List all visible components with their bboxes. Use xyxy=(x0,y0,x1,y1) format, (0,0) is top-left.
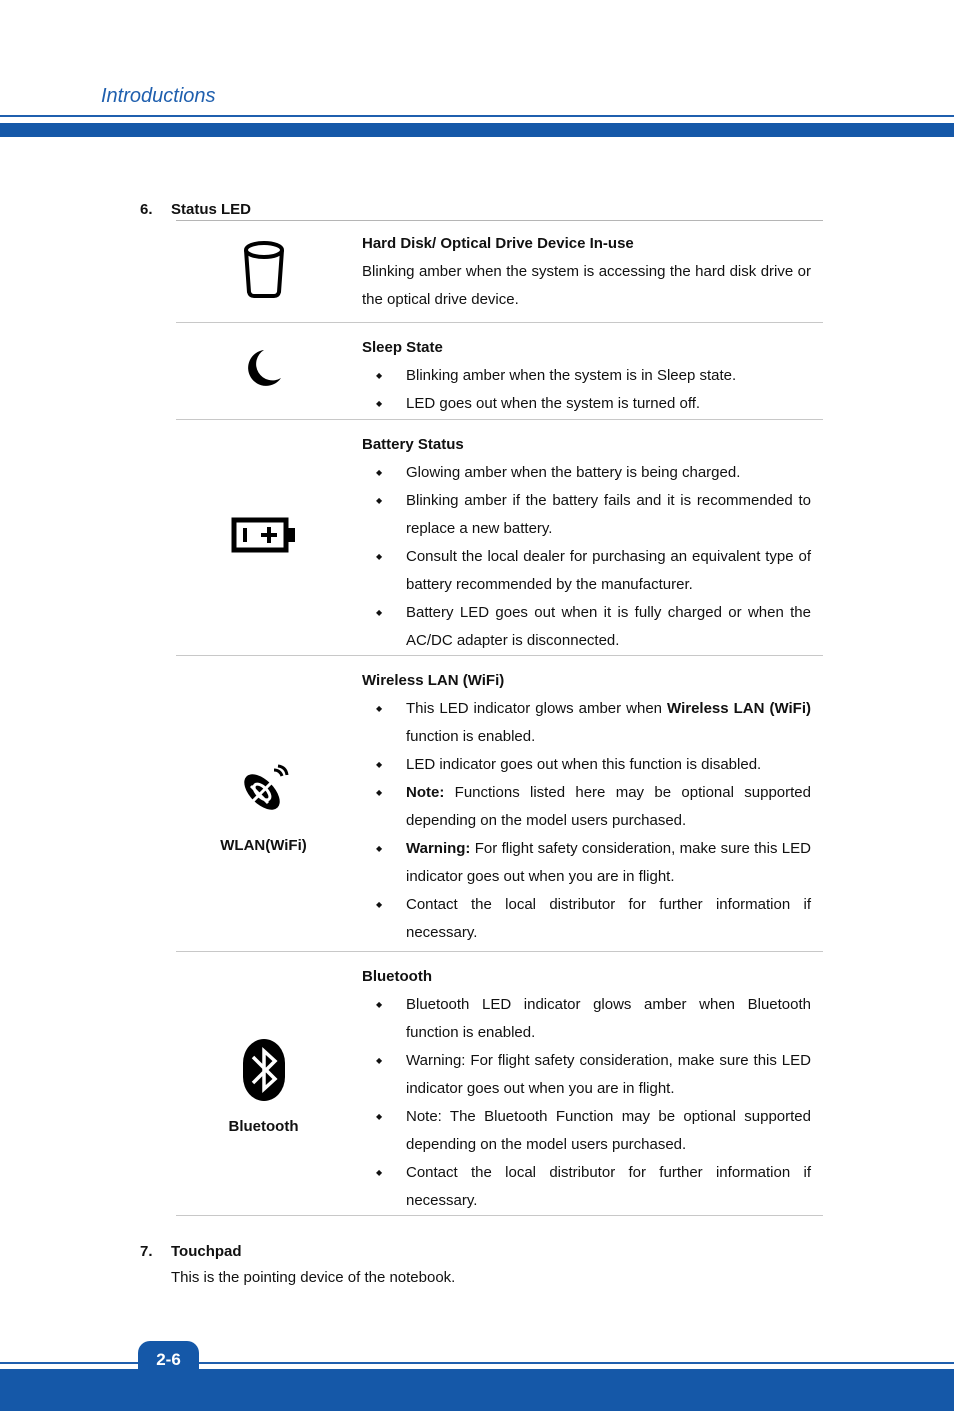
led-text-cell xyxy=(362,431,811,655)
led-text-cell xyxy=(362,230,811,314)
bullet-text: For flight safety consideration, make sure this LED indicator goes out when you are in flight. xyxy=(406,840,811,885)
led-icon-cell xyxy=(176,322,351,419)
touchpad-number: 7. xyxy=(140,1243,153,1260)
led-item-description: Blinking amber when the system is accessing the hard disk drive or the optical drive device. xyxy=(362,263,811,308)
header-divider-line xyxy=(0,115,954,117)
led-row-sleep-state xyxy=(176,322,823,420)
list-item xyxy=(362,695,811,751)
page-number: 2-6 xyxy=(156,1350,181,1369)
led-text-cell xyxy=(362,667,811,947)
led-row-hard-disk xyxy=(176,221,823,323)
bullet-text: This LED indicator glows amber when xyxy=(406,700,668,717)
led-icon-cell xyxy=(176,655,351,951)
bluetooth-icon-caption: Bluetooth xyxy=(228,1118,299,1135)
led-row-bluetooth xyxy=(176,951,823,1216)
list-item: ◆ Contact the local distributor for further information if necessary. xyxy=(362,1159,811,1215)
list-item: ◆ LED goes out when the system is turned off. xyxy=(362,390,811,418)
led-text-cell xyxy=(362,334,811,418)
warning-label: Warning: xyxy=(406,840,471,857)
touchpad-heading xyxy=(140,1243,242,1260)
sleep-moon-icon xyxy=(244,347,284,394)
bullet-text: Functions listed here may be optional supported depending on the model users purchased. xyxy=(406,784,811,829)
list-item: ◆ Battery LED goes out when it is fully charged or when the AC/DC adapter is disconnected. xyxy=(362,599,811,655)
hard-disk-icon xyxy=(241,238,287,305)
led-icon-cell xyxy=(176,951,351,1215)
led-item-title: Battery Status xyxy=(362,436,464,453)
list-item: ◆ Blinking amber when the system is in Sleep state. xyxy=(362,362,811,390)
list-item: ◆ Warning: For flight safety consideration, make sure this LED indicator goes out when you are in flight. xyxy=(362,1047,811,1103)
touchpad-description: This is the pointing device of the notebook. xyxy=(171,1269,456,1286)
list-item: ◆ LED indicator goes out when this function is disabled. xyxy=(362,751,811,779)
led-icon-cell xyxy=(176,419,351,655)
led-row-wlan xyxy=(176,655,823,952)
led-bullet-list xyxy=(362,991,811,1215)
list-item: ◆ Glowing amber when the battery is being charged. xyxy=(362,459,811,487)
list-item: ◆ Note: The Bluetooth Function may be optional supported depending on the model users purchased. xyxy=(362,1103,811,1159)
note-label: Note: xyxy=(406,784,445,801)
status-led-title: Status LED xyxy=(171,201,252,218)
bluetooth-icon xyxy=(241,1037,287,1108)
status-led-heading xyxy=(140,201,251,218)
battery-icon xyxy=(231,517,297,558)
led-bullet-list xyxy=(362,695,811,947)
list-item xyxy=(362,835,811,891)
list-item: ◆ Bluetooth LED indicator glows amber when Bluetooth function is enabled. xyxy=(362,991,811,1047)
led-row-battery-status xyxy=(176,419,823,656)
list-item: ◆ Contact the local distributor for further information if necessary. xyxy=(362,891,811,947)
bullet-text: function is enabled. xyxy=(406,728,536,745)
led-item-title: Wireless LAN (WiFi) xyxy=(362,672,505,689)
led-item-title: Bluetooth xyxy=(362,968,432,985)
list-item: ◆ Consult the local dealer for purchasing an equivalent type of battery recommended by the manufacturer. xyxy=(362,543,811,599)
touchpad-title: Touchpad xyxy=(171,1243,242,1260)
led-bullet-list xyxy=(362,362,811,418)
section-header-title: Introductions xyxy=(101,85,216,107)
bullet-bold-text: Wireless LAN (WiFi) xyxy=(667,700,811,717)
wlan-icon-caption: WLAN(WiFi) xyxy=(220,837,307,854)
wlan-wifi-icon xyxy=(238,764,290,821)
led-item-title: Hard Disk/ Optical Drive Device In-use xyxy=(362,235,634,252)
led-bullet-list xyxy=(362,459,811,655)
led-item-title: Sleep State xyxy=(362,339,443,356)
page-number-tab xyxy=(138,1341,199,1405)
list-item: ◆ Blinking amber if the battery fails and it is recommended to replace a new battery. xyxy=(362,487,811,543)
led-icon-cell xyxy=(176,221,351,322)
list-item xyxy=(362,779,811,835)
led-text-cell xyxy=(362,963,811,1215)
header-color-bar xyxy=(0,123,954,137)
status-led-number: 6. xyxy=(140,201,153,218)
